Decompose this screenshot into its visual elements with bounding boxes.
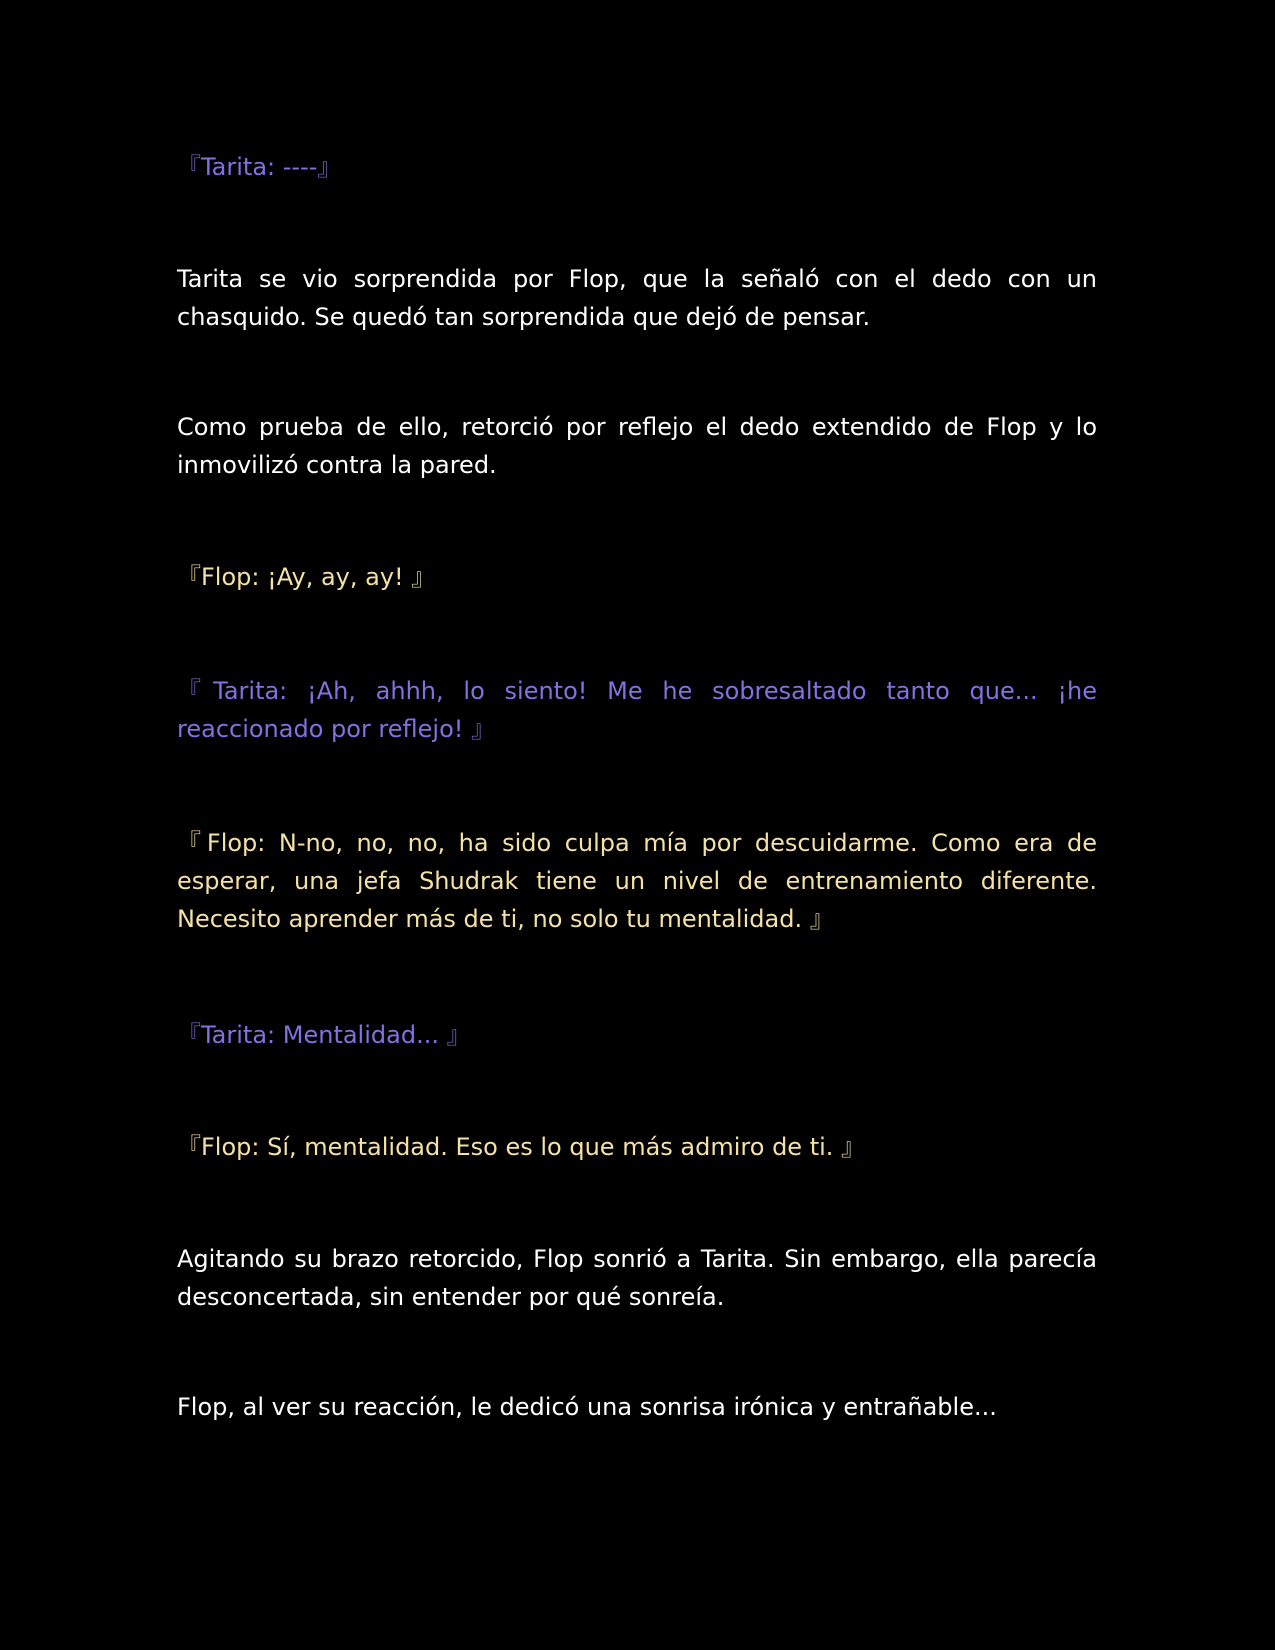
dialogue-tarita-3: 『Tarita: Mentalidad... 』	[177, 1021, 471, 1049]
dialogue-tarita-1: 『Tarita: ----』	[177, 153, 342, 181]
narration-paragraph-1: Tarita se vio sorprendida por Flop, que la señaló con el dedo con un chasquido. Se quedó tan sorprendida que dejó de pensar.	[177, 265, 1097, 331]
dialogue-flop-1: 『Flop: ¡Ay, ay, ay! 』	[177, 563, 436, 591]
dialogue-flop-3: 『Flop: Sí, mentalidad. Eso es lo que más admiro de ti. 』	[177, 1133, 866, 1161]
narration-paragraph-4: Flop, al ver su reacción, le dedicó una sonrisa irónica y entrañable...	[177, 1393, 997, 1421]
narration-paragraph-3: Agitando su brazo retorcido, Flop sonrió a Tarita. Sin embargo, ella parecía desconcertada, sin entender por qué sonreía.	[177, 1245, 1097, 1311]
narration-paragraph-2: Como prueba de ello, retorció por reflejo el dedo extendido de Flop y lo inmovilizó contra la pared.	[177, 413, 1097, 479]
dialogue-flop-2: 『Flop: N-no, no, no, ha sido culpa mía por descuidarme. Como era de esperar, una jefa Shudrak tiene un nivel de entrenamiento diferente. Necesito aprender más de ti, no solo tu mentalidad. 』	[177, 829, 1097, 933]
dialogue-tarita-2: 『Tarita: ¡Ah, ahhh, lo siento! Me he sobresaltado tanto que... ¡he reaccionado por reflejo! 』	[177, 677, 1097, 743]
